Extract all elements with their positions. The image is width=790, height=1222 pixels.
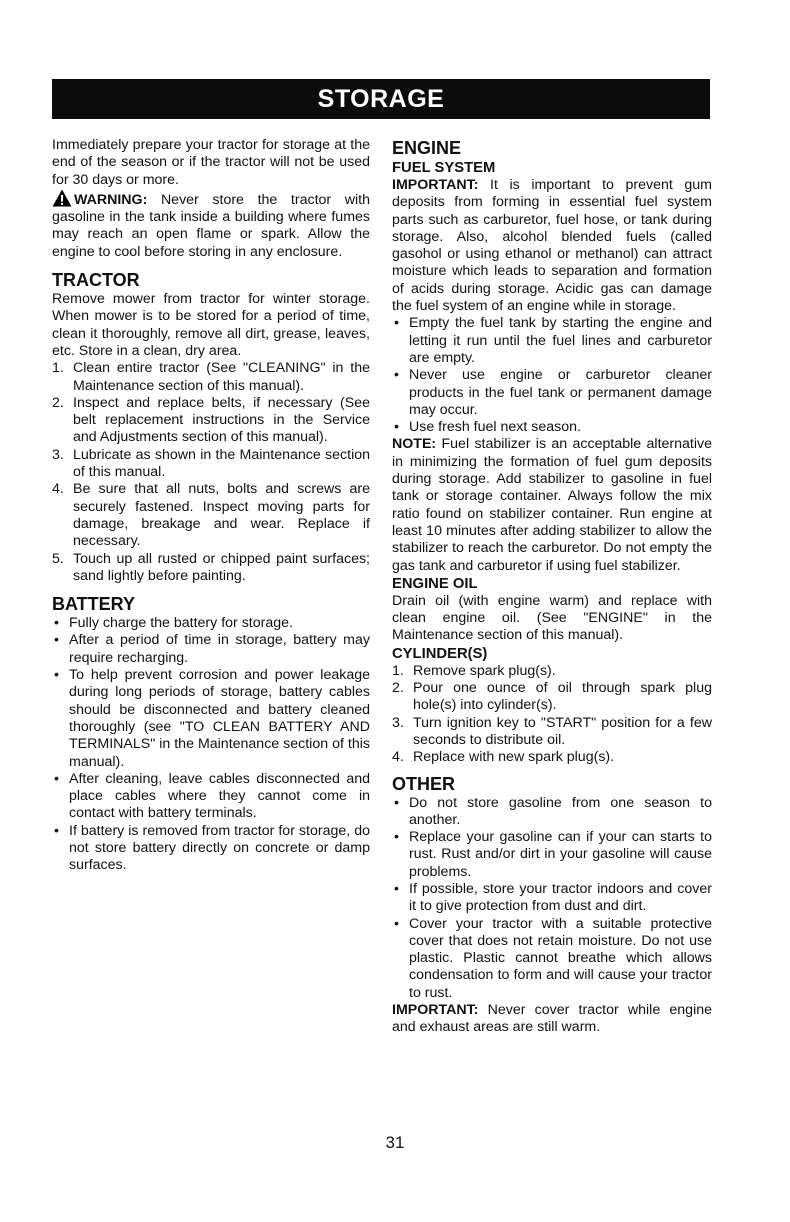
list-item: • If possible, store your tractor indoors and cover it to give protection from dust and dirt.	[394, 880, 712, 915]
tractor-heading: TRACTOR	[52, 270, 140, 291]
final-important-paragraph	[392, 1002, 712, 1037]
list-item: 3. Lubricate as shown in the Maintenance section of this manual.	[52, 446, 370, 481]
left-column	[52, 137, 370, 875]
cylinder-steps	[392, 663, 712, 767]
list-item: 1. Remove spark plug(s).	[392, 662, 556, 679]
list-item: • Use fresh fuel next season.	[394, 419, 581, 436]
important-label: IMPORTANT:	[392, 177, 479, 193]
warning-label: WARNING:	[74, 191, 148, 208]
warning-paragraph	[52, 189, 370, 261]
list-item: • To help prevent corrosion and power leakage during long periods of storage, battery cables should be disconnected and battery cleaned thoroughly (see "TO CLEAN BATTERY AND TERMINALS" in the Maintenance section of this manual).	[54, 667, 370, 770]
other-list	[392, 795, 712, 1003]
list-item: • If battery is removed from tractor for storage, do not store battery directly on concrete or damp surfaces.	[54, 822, 370, 874]
list-item: 2. Inspect and replace belts, if necessary (See belt replacement instructions in the Service and Adjustments section of this manual).	[52, 394, 370, 446]
list-item: • Do not store gasoline from one season to another.	[394, 794, 712, 828]
cylinders-heading: CYLINDER(S)	[392, 645, 488, 662]
important-text: It is important to prevent gum deposits from forming in essential fuel system parts such as carburetor, fuel hose, or tank during storage. Also, alcohol blended fuels (called gasohol or using ethanol or methanol) can attract moisture which leads to separation and formation of acids during storage. Acidic gas can damage the fuel system of an engine while in storage.	[392, 177, 712, 315]
note-paragraph	[392, 436, 712, 574]
warning-icon	[52, 189, 72, 207]
battery-list	[52, 615, 370, 874]
list-item: • After a period of time in storage, battery may require recharging.	[54, 632, 370, 666]
list-item: • Replace your gasoline can if your can starts to rust. Rust and/or dirt in your gasoline will cause problems.	[394, 829, 712, 880]
list-item: • Cover your tractor with a suitable protective cover that does not retain moisture. Do not use plastic. Plastic cannot breathe which allows condensation to form and will cause your tractor to rust.	[394, 915, 712, 1001]
list-item: 4. Be sure that all nuts, bolts and screws are securely fastened. Inspect moving parts for damage, breakage and wear. Replace if necessary.	[52, 481, 370, 550]
engine-heading: ENGINE	[392, 138, 462, 158]
list-item: 5. Touch up all rusted or chipped paint surfaces; sand lightly before painting.	[52, 550, 370, 584]
list-item: • Never use engine or carburetor cleaner products in the fuel tank or permanent damage may occur.	[394, 367, 712, 418]
list-item: 1. Clean entire tractor (See "CLEANING" in the Maintenance section of this manual).	[52, 360, 370, 394]
intro-paragraph: Immediately prepare your tractor for storage at the end of the season or if the tractor will not be used for 30 days or more.	[52, 137, 370, 188]
note-label: NOTE:	[392, 436, 437, 453]
engine-oil-heading: ENGINE OIL	[392, 575, 478, 592]
important-text: Never cover tractor while engine and exhaust areas are still warm.	[392, 1002, 712, 1036]
warning-text: Never store the tractor with gasoline in the tank inside a building where fumes may reach an open flame or spark. Allow the engine to cool before storing in any enclosure.	[52, 191, 370, 260]
list-item: 3. Turn ignition key to "START" position for a few seconds to distribute oil.	[392, 714, 712, 748]
fuel-list	[392, 315, 712, 436]
note-text: Fuel stabilizer is an acceptable alternative in minimizing the formation of fuel gum deposits during storage. Add stabilizer to gasoline in fuel tank or storage container. Always follow the mix ratio found on stabilizer container. Run engine at least 10 minutes after adding stabilizer to allow the stabilizer to reach the carburetor. Do not empty the gas tank and carburetor if using fuel stabilizer.	[392, 436, 712, 574]
fuel-system-heading: FUEL SYSTEM	[392, 160, 496, 176]
list-item: • Empty the fuel tank by starting the engine and letting it run until the fuel lines and carburetor are empty.	[394, 315, 712, 366]
list-item: • Fully charge the battery for storage.	[54, 615, 293, 632]
list-item: 4. Replace with new spark plug(s).	[392, 749, 615, 766]
right-column	[392, 137, 712, 1037]
list-item: 2. Pour one ounce of oil through spark plug hole(s) into cylinder(s).	[392, 680, 712, 714]
page-number: 31	[385, 1133, 405, 1152]
tractor-paragraph: Remove mower from tractor for winter storage. When mower is to be stored for a period of time, clean it thoroughly, remove all dirt, grease, leaves, etc. Store in a clean, dry area.	[52, 291, 370, 359]
tractor-steps	[52, 360, 370, 585]
important-label: IMPORTANT:	[392, 1002, 479, 1019]
other-heading: OTHER	[392, 773, 455, 794]
section-banner: STORAGE	[52, 79, 710, 119]
list-item: • After cleaning, leave cables disconnected and place cables where they cannot come in contact with battery terminals.	[54, 770, 370, 822]
fuel-important-paragraph	[392, 177, 712, 315]
engine-oil-paragraph: Drain oil (with engine warm) and replace with clean engine oil. (See "ENGINE" in the Maintenance section of this manual).	[392, 592, 712, 644]
battery-heading: BATTERY	[52, 594, 135, 615]
